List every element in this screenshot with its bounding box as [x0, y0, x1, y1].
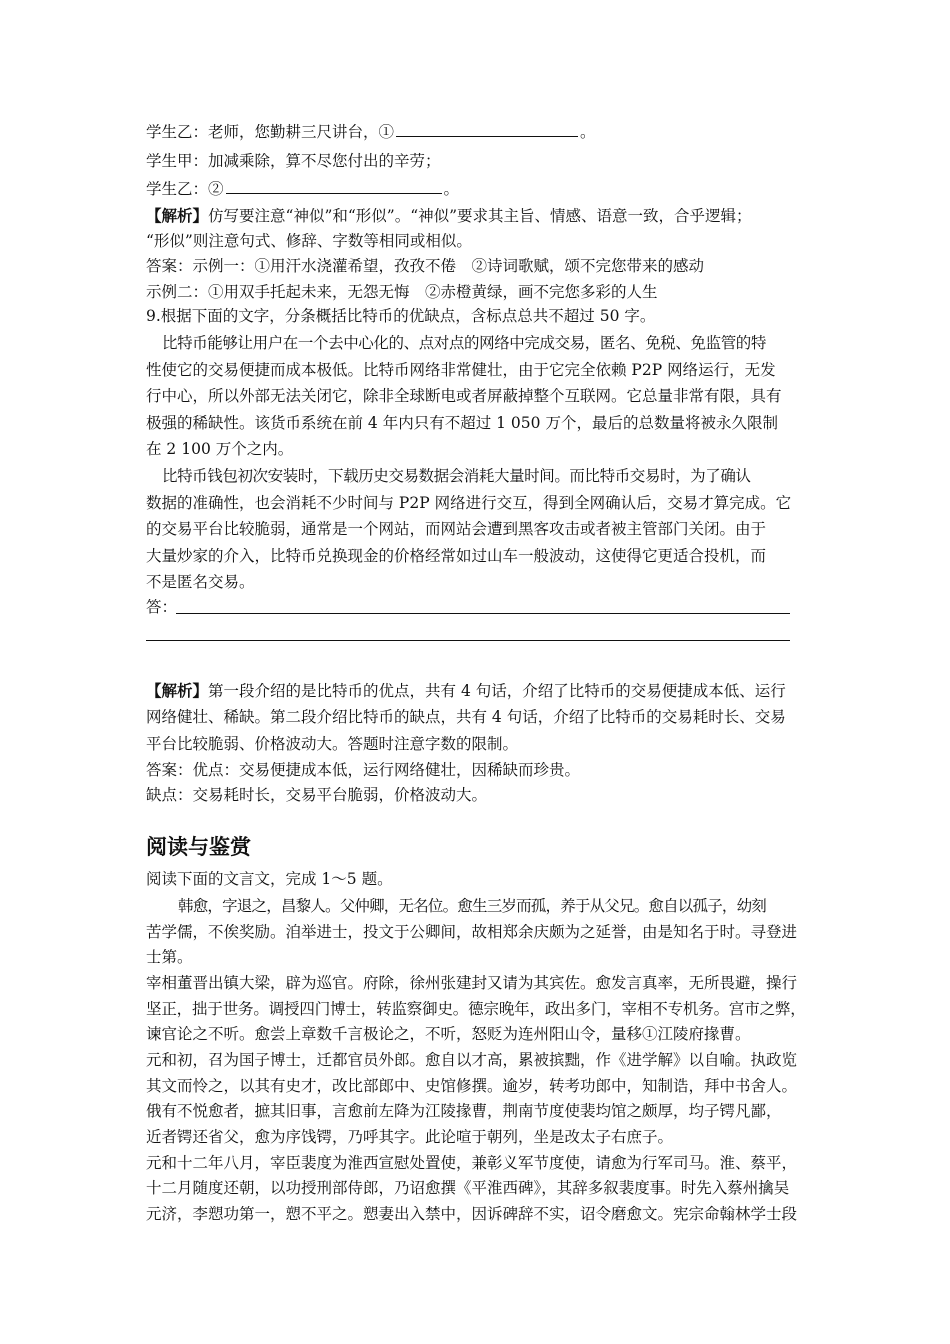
q9-p2-line: 不是匿名交易。 — [146, 573, 255, 591]
q9-p1-line: 在 2 100 万个之内。 — [146, 440, 294, 458]
analysis-1-answer-1: 答案：示例一：①用汗水浇灌希望，孜孜不倦 ②诗词歌赋，颂不完您带来的感动 — [146, 257, 705, 275]
q9-p2-line: 的交易平台比较脆弱，通常是一个网站，而网站会遭到黑客攻击或者被主管部门关闭。由于 — [146, 520, 767, 538]
analysis-2-text-1: 第一段介绍的是比特币的优点，共有 4 句话，介绍了比特币的交易便捷成本低、运行 — [208, 682, 786, 700]
dialogue-line-3-text: 学生乙：② — [146, 180, 224, 198]
analysis-2-line-1 — [146, 681, 806, 701]
classical-text-line: 谏官论之不听。愈尝上章数千言极论之，不听，怒贬为连州阳山令，量移①江陵府掾曹。 — [146, 1025, 751, 1043]
q9-p1-line: 行中心，所以外部无法关闭它，除非全球断电或者屏蔽掉整个互联网。它总量非常有限，具有 — [146, 387, 782, 405]
analysis-1-line-2: “形似”则注意句式、修辞、字数等相同或相似。 — [146, 232, 472, 250]
classical-text-line: 十二月随度还朝，以功授刑部侍郎，乃诏愈撰《平淮西碑》，其辞多叙裴度事。时先入蔡州擒吴 — [146, 1179, 790, 1197]
analysis-2-line-2: 网络健壮、稀缺。第二段介绍比特币的缺点，共有 4 句话，介绍了比特币的交易耗时长、交易 — [146, 708, 786, 726]
dialogue-line-2: 学生甲：加减乘除，算不尽您付出的辛劳； — [146, 152, 441, 170]
section-heading: 阅读与鉴赏 — [146, 835, 251, 859]
answer-label: 答： — [146, 598, 178, 616]
classical-text-line: 元济，李愬功第一，愬不平之。愬妻出入禁中，因诉碑辞不实，诏令磨愈文。宪宗命翰林学士段 — [146, 1205, 798, 1223]
dialogue-line-1 — [146, 122, 806, 142]
dialogue-line-1-end: 。 — [580, 123, 596, 141]
q9-p1-line: 极强的稀缺性。该货币系统在前 4 年内只有不超过 1 050 万个，最后的总数量将被永久限制 — [146, 414, 778, 432]
q9-p2-line: 大量炒家的介入，比特币兑换现金的价格经常如过山车一般波动，这使得它更适合投机，而 — [146, 547, 767, 565]
question-9-prompt: 9.根据下面的文字，分条概括比特币的优缺点，含标点总共不超过 50 字。 — [146, 307, 656, 325]
classical-text-line: 苦学儒，不俟奖励。洎举进士，投文于公卿间，故相郑余庆颇为之延誉，由是知名于时。寻登进 — [146, 923, 798, 941]
classical-text-line: 元和初，召为国子博士，迁都官员外郎。愈自以才高，累被摈黜，作《进学解》以自喻。执政览 — [146, 1051, 798, 1069]
classical-text-line: 其文而怜之，以其有史才，改比部郎中、史馆修撰。逾岁，转考功郎中，知制诰，拜中书舍人。 — [146, 1077, 798, 1095]
analysis-2-answer-1: 答案：优点：交易便捷成本低，运行网络健壮，因稀缺而珍贵。 — [146, 761, 581, 779]
answer-line-1[interactable] — [176, 613, 790, 614]
classical-text-line: 近者锷还省父，愈为序饯锷，乃呼其字。此论喧于朝列，坐是改太子右庶子。 — [146, 1128, 674, 1146]
q9-p2-line: 数据的准确性，也会消耗不少时间与 P2P 网络进行交互，得到全网确认后，交易才算完成。它 — [146, 494, 792, 512]
classical-text-line: 坚正，拙于世务。调授四门博士，转监察御史。德宗晚年，政出多门，宰相不专机务。宫市之弊， — [146, 1000, 806, 1018]
analysis-tag: 【解析】 — [146, 206, 209, 225]
classical-text-line: 宰相董晋出镇大梁，辟为巡官。府除，徐州张建封又请为其宾佐。愈发言真率，无所畏避，操行 — [146, 974, 798, 992]
dialogue-line-3-end: 。 — [443, 180, 460, 198]
q9-p1-line: 比特币能够让用户在一个去中心化的、点对点的网络中完成交易，匿名、免税、免监管的特 — [162, 334, 767, 352]
dialogue-line-3 — [146, 179, 806, 199]
classical-text-line: 俄有不悦愈者，摭其旧事，言愈前左降为江陵掾曹，荆南节度使裴均馆之颇厚，均子锷凡鄙， — [146, 1102, 782, 1120]
q9-p1-line: 性使它的交易便捷而成本极低。比特币网络非常健壮，由于它完全依赖 P2P 网络运行，无发 — [146, 361, 776, 379]
analysis-1-text-1: 仿写要注意“神似”和“形似”。“神似”要求其主旨、情感、语意一致，合乎逻辑； — [208, 207, 752, 225]
dialogue-line-1-text: 学生乙：老师，您勤耕三尺讲台，① — [146, 123, 395, 141]
answer-blank-2[interactable] — [226, 179, 442, 194]
analysis-2-answer-2: 缺点：交易耗时长，交易平台脆弱，价格波动大。 — [146, 786, 488, 804]
classical-text-line: 元和十二年八月，宰臣裴度为淮西宣慰处置使，兼彰义军节度使，请愈为行军司马。淮、蔡平， — [146, 1154, 798, 1172]
reading-intro: 阅读下面的文言文，完成 1～5 题。 — [146, 870, 393, 888]
analysis-2-line-3: 平台比较脆弱、价格波动大。答题时注意字数的限制。 — [146, 735, 519, 753]
answer-blank-1[interactable] — [396, 122, 578, 137]
answer-line-2[interactable] — [146, 640, 790, 641]
analysis-1-answer-2: 示例二：①用双手托起未来，无怨无悔 ②赤橙黄绿，画不完您多彩的人生 — [146, 283, 658, 301]
analysis-1-line-1 — [146, 206, 806, 226]
analysis-tag: 【解析】 — [146, 681, 209, 700]
q9-p2-line: 比特币钱包初次安装时，下载历史交易数据会消耗大量时间。而比特币交易时，为了确认 — [162, 467, 751, 485]
classical-text-line: 韩愈，字退之，昌黎人。父仲卿，无名位。愈生三岁而孤，养于从父兄。愈自以孤子，幼刻 — [178, 897, 767, 915]
classical-text-line: 士第。 — [146, 948, 193, 966]
